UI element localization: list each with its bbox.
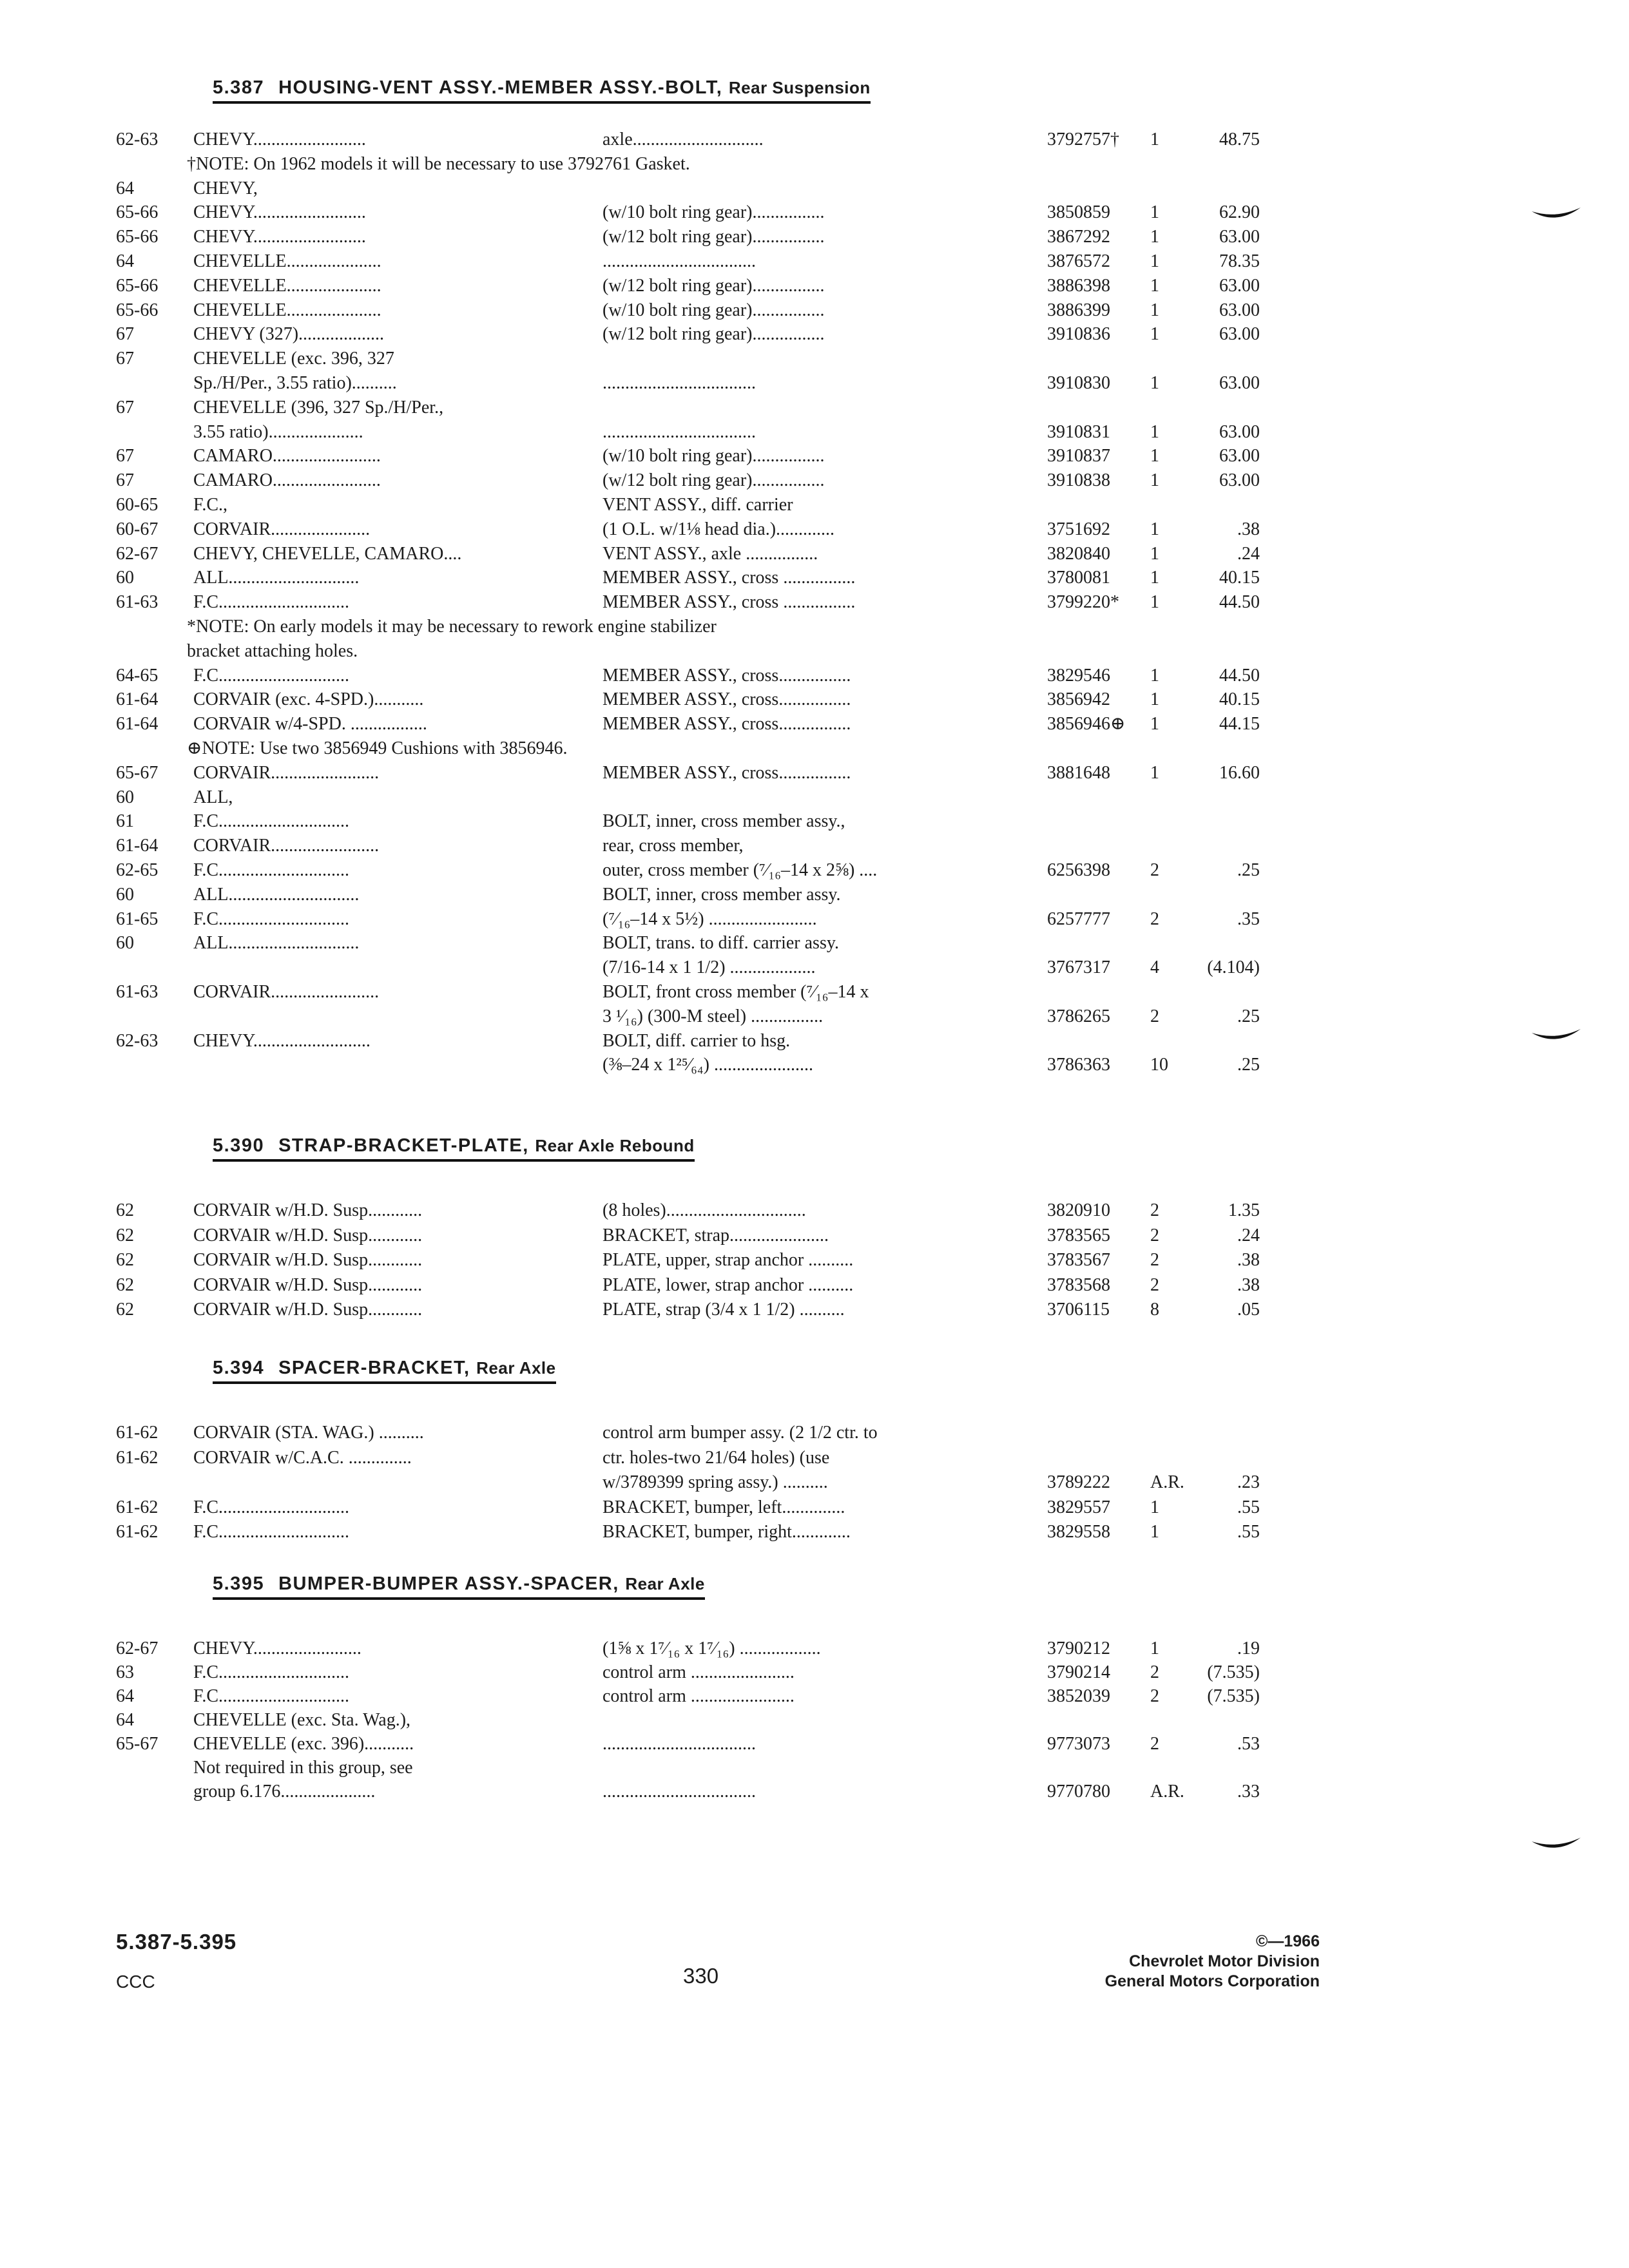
part-number-cell: 3767317 — [1047, 957, 1110, 978]
price-cell: 44.50 — [1219, 592, 1260, 613]
model-cell: ALL............................. — [193, 568, 360, 588]
model-cell: F.C............................. — [193, 908, 350, 929]
price-cell: .55 — [1237, 1497, 1260, 1517]
part-number-cell: 3792757† — [1047, 130, 1119, 149]
part-number-cell: 3876572 — [1047, 251, 1110, 271]
quantity-cell: 2 — [1150, 1662, 1159, 1682]
price-cell: .38 — [1237, 1250, 1260, 1270]
year-cell: 61-65 — [116, 908, 159, 929]
model-cell: CHEVY, — [193, 178, 258, 198]
description-cell: VENT ASSY., diff. carrier — [602, 495, 793, 515]
quantity-cell: 2 — [1150, 860, 1159, 880]
part-number-cell: 3829546 — [1047, 665, 1110, 686]
description-cell: control arm bumper assy. (2 1/2 ctr. to — [602, 1423, 878, 1443]
model-cell: CHEVELLE (exc. 396, 327 — [193, 349, 394, 369]
part-number-cell: 3852039 — [1047, 1686, 1110, 1706]
price-cell: 63.00 — [1219, 421, 1260, 442]
year-cell: 61-62 — [116, 1423, 159, 1443]
model-cell: CORVAIR w/C.A.C. .............. — [193, 1447, 412, 1468]
description-cell: MEMBER ASSY., cross................ — [602, 665, 851, 686]
footer-publisher — [1105, 1932, 1320, 1992]
quantity-cell: 1 — [1150, 568, 1159, 588]
description-cell: BOLT, inner, cross member assy., — [602, 811, 845, 832]
quantity-cell: 1 — [1150, 714, 1159, 735]
model-cell: CHEVY......................... — [193, 130, 366, 149]
part-number-cell: 3790212 — [1047, 1639, 1110, 1658]
model-cell: CHEVELLE..................... — [193, 275, 381, 296]
year-cell: 63 — [116, 1662, 134, 1682]
year-cell: 60 — [116, 568, 134, 588]
quantity-cell: 1 — [1150, 1522, 1159, 1542]
model-cell: CHEVELLE (exc. 396)........... — [193, 1734, 414, 1754]
model-cell: Sp./H/Per., 3.55 ratio).......... — [193, 373, 397, 393]
year-cell: 61-62 — [116, 1522, 159, 1542]
model-cell: CAMARO........................ — [193, 446, 381, 466]
model-cell: F.C............................. — [193, 592, 350, 613]
quantity-cell: 1 — [1150, 470, 1159, 491]
part-number-cell: 3910838 — [1047, 470, 1110, 491]
model-cell: CAMARO........................ — [193, 470, 381, 491]
model-cell: F.C., — [193, 495, 228, 515]
part-number-cell: 3780081 — [1047, 568, 1110, 588]
description-cell: axle............................. — [602, 130, 764, 149]
year-cell: 62 — [116, 1274, 134, 1295]
year-cell: 62 — [116, 1200, 134, 1220]
quantity-cell: 1 — [1150, 227, 1159, 247]
model-cell: CHEVELLE..................... — [193, 251, 381, 271]
year-cell: 64-65 — [116, 665, 159, 686]
price-cell: 63.00 — [1219, 470, 1260, 491]
model-cell: CHEVY......................... — [193, 202, 366, 223]
description-cell: PLATE, strap (3/4 x 1 1/2) .......... — [602, 1300, 845, 1320]
description-cell: .................................. — [602, 1734, 756, 1754]
quantity-cell: 1 — [1150, 130, 1159, 149]
model-cell: CORVAIR w/H.D. Susp............ — [193, 1300, 423, 1320]
price-cell: .33 — [1237, 1782, 1260, 1802]
part-number-cell: 6257777 — [1047, 908, 1110, 929]
description-cell: .................................. — [602, 1782, 756, 1802]
price-cell: 63.00 — [1219, 324, 1260, 345]
part-number-cell: 3751692 — [1047, 519, 1110, 539]
price-cell: 63.00 — [1219, 373, 1260, 393]
part-number-cell: 3867292 — [1047, 227, 1110, 247]
description-cell: MEMBER ASSY., cross................ — [602, 714, 851, 735]
scan-mark-icon — [1530, 1028, 1582, 1047]
section-title — [213, 1134, 695, 1162]
description-cell: 3 ¹⁄₁₆) (300-M steel) ................ — [602, 1006, 824, 1026]
price-cell: 63.00 — [1219, 275, 1260, 296]
description-cell: BRACKET, bumper, right............. — [602, 1522, 851, 1542]
quantity-cell: 4 — [1150, 957, 1159, 978]
model-cell: CORVAIR........................ — [193, 836, 380, 856]
year-cell: 61-62 — [116, 1447, 159, 1468]
price-cell: 63.00 — [1219, 227, 1260, 247]
quantity-cell: 1 — [1150, 324, 1159, 345]
part-number-cell: 9773073 — [1047, 1734, 1110, 1754]
model-cell: CHEVY......................... — [193, 227, 366, 247]
quantity-cell: 2 — [1150, 1200, 1159, 1220]
quantity-cell: 1 — [1150, 300, 1159, 320]
quantity-cell: 2 — [1150, 1006, 1159, 1026]
year-cell: 65-66 — [116, 202, 159, 223]
description-cell: MEMBER ASSY., cross ................ — [602, 568, 856, 588]
description-cell: (1⅝ x 1⁷⁄₁₆ x 1⁷⁄₁₆) .................. — [602, 1639, 821, 1658]
part-number-cell: 3850859 — [1047, 202, 1110, 223]
price-cell: 40.15 — [1219, 689, 1260, 710]
division: Chevrolet Motor Division — [1129, 1952, 1320, 1970]
year-cell: 61-63 — [116, 592, 159, 613]
model-cell: CHEVY (327)................... — [193, 324, 385, 345]
model-cell: F.C............................. — [193, 1522, 350, 1542]
section-title — [213, 76, 871, 104]
part-number-cell: 3790214 — [1047, 1662, 1110, 1682]
part-number-cell: 3799220* — [1047, 592, 1119, 613]
model-cell: CHEVY, CHEVELLE, CAMARO.... — [193, 543, 462, 564]
year-cell: 65-66 — [116, 300, 159, 320]
year-cell: 62 — [116, 1250, 134, 1270]
description-cell: MEMBER ASSY., cross ................ — [602, 592, 856, 613]
corporation: General Motors Corporation — [1104, 1972, 1320, 1990]
year-cell: 61-64 — [116, 836, 159, 856]
year-cell: 67 — [116, 349, 134, 369]
price-cell: .24 — [1237, 1225, 1260, 1245]
description-cell: (w/10 bolt ring gear)................ — [602, 446, 825, 466]
section-heading: HOUSING-VENT ASSY.-MEMBER ASSY.-BOLT, — [278, 77, 729, 98]
year-cell: 60 — [116, 933, 134, 954]
quantity-cell: 2 — [1150, 1225, 1159, 1245]
part-number-cell: 3910830 — [1047, 373, 1110, 393]
model-cell: F.C............................. — [193, 1662, 350, 1682]
description-cell: (w/12 bolt ring gear)................ — [602, 324, 825, 345]
description-cell: (⁷⁄₁₆–14 x 5½) ........................ — [602, 908, 817, 929]
price-cell: .25 — [1237, 860, 1260, 880]
footnote: ⊕NOTE: Use two 3856949 Cushions with 3856946. — [187, 738, 568, 758]
part-number-cell: 3820840 — [1047, 543, 1110, 564]
quantity-cell: 1 — [1150, 251, 1159, 271]
price-cell: 40.15 — [1219, 568, 1260, 588]
year-cell: 65-66 — [116, 275, 159, 296]
price-cell: .38 — [1237, 1274, 1260, 1295]
quantity-cell: 2 — [1150, 1734, 1159, 1754]
price-cell: (7.535) — [1207, 1662, 1260, 1682]
description-cell: .................................. — [602, 251, 756, 271]
description-cell: (w/12 bolt ring gear)................ — [602, 275, 825, 296]
price-cell: 16.60 — [1219, 762, 1260, 783]
year-cell: 67 — [116, 470, 134, 491]
part-number-cell: 3820910 — [1047, 1200, 1110, 1220]
part-number-cell: 3856946⊕ — [1047, 714, 1126, 735]
price-cell: .05 — [1237, 1300, 1260, 1320]
section-number: 5.387 — [213, 77, 265, 98]
price-cell: 48.75 — [1219, 130, 1260, 149]
description-cell: (w/10 bolt ring gear)................ — [602, 300, 825, 320]
description-cell: MEMBER ASSY., cross................ — [602, 689, 851, 710]
model-cell: ALL, — [193, 787, 233, 807]
section-subtitle: Rear Axle — [625, 1574, 705, 1593]
price-cell: (7.535) — [1207, 1686, 1260, 1706]
quantity-cell: A.R. — [1150, 1782, 1184, 1802]
description-cell: (1 O.L. w/1⅛ head dia.)............. — [602, 519, 835, 539]
price-cell: .23 — [1237, 1472, 1260, 1492]
year-cell: 64 — [116, 1710, 134, 1730]
description-cell: .................................. — [602, 421, 756, 442]
part-number-cell: 3910837 — [1047, 446, 1110, 466]
part-number-cell: 3783568 — [1047, 1274, 1110, 1295]
model-cell: ALL............................. — [193, 884, 360, 905]
price-cell: (4.104) — [1207, 957, 1260, 978]
year-cell: 60-67 — [116, 519, 159, 539]
description-cell: PLATE, upper, strap anchor .......... — [602, 1250, 854, 1270]
section-number: 5.390 — [213, 1135, 265, 1156]
description-cell: control arm ....................... — [602, 1686, 795, 1706]
quantity-cell: 1 — [1150, 446, 1159, 466]
description-cell: MEMBER ASSY., cross................ — [602, 762, 851, 783]
model-cell: F.C............................. — [193, 811, 350, 832]
part-number-cell: 3910836 — [1047, 324, 1110, 345]
model-cell: CHEVY........................ — [193, 1639, 361, 1658]
page-number: 330 — [683, 1964, 719, 1988]
description-cell: BRACKET, strap...................... — [602, 1225, 829, 1245]
quantity-cell: 1 — [1150, 421, 1159, 442]
year-cell: 61-64 — [116, 714, 159, 735]
year-cell: 61 — [116, 811, 134, 832]
model-cell: 3.55 ratio)..................... — [193, 421, 363, 442]
section-number: 5.394 — [213, 1358, 265, 1378]
model-cell: CORVAIR...................... — [193, 519, 371, 539]
quantity-cell: 1 — [1150, 1639, 1159, 1658]
section-heading: STRAP-BRACKET-PLATE, — [278, 1135, 535, 1156]
model-cell: CHEVELLE (396, 327 Sp./H/Per., — [193, 397, 444, 418]
year-cell: 67 — [116, 324, 134, 345]
footnote: *NOTE: On early models it may be necessary to rework engine stabilizer — [187, 617, 717, 637]
year-cell: 60 — [116, 884, 134, 905]
year-cell: 62-67 — [116, 1639, 159, 1658]
price-cell: 1.35 — [1228, 1200, 1260, 1220]
description-cell: (7/16-14 x 1 1/2) ................... — [602, 957, 816, 978]
year-cell: 60 — [116, 787, 134, 807]
year-cell: 60-65 — [116, 495, 159, 515]
part-number-cell: 3829557 — [1047, 1497, 1110, 1517]
price-cell: 78.35 — [1219, 251, 1260, 271]
footnote: bracket attaching holes. — [187, 640, 358, 661]
year-cell: 62 — [116, 1225, 134, 1245]
price-cell: 44.50 — [1219, 665, 1260, 686]
part-number-cell: 3881648 — [1047, 762, 1110, 783]
section-subtitle: Rear Axle Rebound — [535, 1136, 695, 1155]
quantity-cell: 1 — [1150, 592, 1159, 613]
footnote: †NOTE: On 1962 models it will be necessary to use 3792761 Gasket. — [187, 153, 690, 174]
model-cell: CORVAIR (exc. 4-SPD.)........... — [193, 689, 424, 710]
description-cell: outer, cross member (⁷⁄₁₆–14 x 2⅝) .... — [602, 860, 878, 880]
year-cell: 61-62 — [116, 1497, 159, 1517]
footer-range: 5.387-5.395 — [116, 1930, 237, 1954]
price-cell: .53 — [1237, 1734, 1260, 1754]
description-cell: rear, cross member, — [602, 836, 744, 856]
year-cell: 64 — [116, 1686, 134, 1706]
part-number-cell: 9770780 — [1047, 1782, 1110, 1802]
model-cell: Not required in this group, see — [193, 1758, 413, 1778]
year-cell: 62-63 — [116, 130, 159, 149]
description-cell: BOLT, trans. to diff. carrier assy. — [602, 933, 840, 954]
year-cell: 65-66 — [116, 227, 159, 247]
price-cell: 63.00 — [1219, 300, 1260, 320]
quantity-cell: 1 — [1150, 202, 1159, 223]
part-number-cell: 3829558 — [1047, 1522, 1110, 1542]
model-cell: F.C............................. — [193, 1497, 350, 1517]
price-cell: 62.90 — [1219, 202, 1260, 223]
quantity-cell: 2 — [1150, 1274, 1159, 1295]
part-number-cell: 3783565 — [1047, 1225, 1110, 1245]
description-cell: VENT ASSY., axle ................ — [602, 543, 818, 564]
year-cell: 62-63 — [116, 1030, 159, 1051]
section-title — [213, 1572, 705, 1600]
price-cell: .25 — [1237, 1055, 1260, 1075]
section-title — [213, 1356, 556, 1384]
price-cell: .38 — [1237, 519, 1260, 539]
footer-code: CCC — [116, 1972, 155, 1992]
part-number-cell: 3886398 — [1047, 275, 1110, 296]
section-heading: BUMPER-BUMPER ASSY.-SPACER, — [278, 1573, 626, 1594]
model-cell: F.C............................. — [193, 665, 350, 686]
price-cell: .24 — [1237, 543, 1260, 564]
description-cell: BOLT, diff. carrier to hsg. — [602, 1030, 791, 1051]
part-number-cell: 6256398 — [1047, 860, 1110, 880]
year-cell: 61-64 — [116, 689, 159, 710]
description-cell: .................................. — [602, 373, 756, 393]
description-cell: (w/12 bolt ring gear)................ — [602, 470, 825, 491]
quantity-cell: 2 — [1150, 908, 1159, 929]
part-number-cell: 3886399 — [1047, 300, 1110, 320]
quantity-cell: 1 — [1150, 543, 1159, 564]
year-cell: 67 — [116, 397, 134, 418]
price-cell: 63.00 — [1219, 446, 1260, 466]
quantity-cell: 1 — [1150, 519, 1159, 539]
model-cell: CHEVY.......................... — [193, 1030, 371, 1051]
year-cell: 62 — [116, 1300, 134, 1320]
year-cell: 65-67 — [116, 762, 159, 783]
part-number-cell: 3783567 — [1047, 1250, 1110, 1270]
year-cell: 64 — [116, 251, 134, 271]
section-heading: SPACER-BRACKET, — [278, 1358, 477, 1378]
year-cell: 64 — [116, 178, 134, 198]
year-cell: 61-63 — [116, 982, 159, 1002]
model-cell: CORVAIR (STA. WAG.) .......... — [193, 1423, 424, 1443]
quantity-cell: 1 — [1150, 665, 1159, 686]
model-cell: CORVAIR........................ — [193, 762, 380, 783]
quantity-cell: A.R. — [1150, 1472, 1184, 1492]
scan-mark-icon — [1530, 1836, 1582, 1856]
description-cell: (8 holes)............................... — [602, 1200, 806, 1220]
description-cell: (w/10 bolt ring gear)................ — [602, 202, 825, 223]
description-cell: w/3789399 spring assy.) .......... — [602, 1472, 828, 1492]
price-cell: .25 — [1237, 1006, 1260, 1026]
description-cell: control arm ....................... — [602, 1662, 795, 1682]
model-cell: CORVAIR w/H.D. Susp............ — [193, 1200, 423, 1220]
part-number-cell: 3910831 — [1047, 421, 1110, 442]
model-cell: F.C............................. — [193, 860, 350, 880]
quantity-cell: 2 — [1150, 1686, 1159, 1706]
model-cell: CHEVELLE (exc. Sta. Wag.), — [193, 1710, 411, 1730]
quantity-cell: 10 — [1150, 1055, 1168, 1075]
price-cell: 44.15 — [1219, 714, 1260, 735]
model-cell: F.C............................. — [193, 1686, 350, 1706]
quantity-cell: 1 — [1150, 1497, 1159, 1517]
model-cell: CORVAIR w/H.D. Susp............ — [193, 1274, 423, 1295]
description-cell: BOLT, inner, cross member assy. — [602, 884, 841, 905]
model-cell: CORVAIR w/H.D. Susp............ — [193, 1225, 423, 1245]
part-number-cell: 3786363 — [1047, 1055, 1110, 1075]
quantity-cell: 1 — [1150, 373, 1159, 393]
description-cell: BOLT, front cross member (⁷⁄₁₆–14 x — [602, 982, 869, 1002]
section-subtitle: Rear Suspension — [728, 78, 871, 97]
description-cell: BRACKET, bumper, left.............. — [602, 1497, 845, 1517]
quantity-cell: 1 — [1150, 275, 1159, 296]
quantity-cell: 1 — [1150, 689, 1159, 710]
year-cell: 65-67 — [116, 1734, 159, 1754]
price-cell: .19 — [1237, 1639, 1260, 1658]
model-cell: group 6.176..................... — [193, 1782, 376, 1802]
price-cell: .55 — [1237, 1522, 1260, 1542]
model-cell: CORVAIR........................ — [193, 982, 380, 1002]
model-cell: CHEVELLE..................... — [193, 300, 381, 320]
year-cell: 62-65 — [116, 860, 159, 880]
model-cell: CORVAIR w/4-SPD. ................. — [193, 714, 427, 735]
part-number-cell: 3856942 — [1047, 689, 1110, 710]
year-cell: 67 — [116, 446, 134, 466]
model-cell: ALL............................. — [193, 933, 360, 954]
part-number-cell: 3789222 — [1047, 1472, 1110, 1492]
quantity-cell: 8 — [1150, 1300, 1159, 1320]
section-subtitle: Rear Axle — [476, 1358, 556, 1378]
description-cell: PLATE, lower, strap anchor .......... — [602, 1274, 854, 1295]
quantity-cell: 1 — [1150, 762, 1159, 783]
copyright: ©—1966 — [1255, 1932, 1320, 1950]
part-number-cell: 3786265 — [1047, 1006, 1110, 1026]
part-number-cell: 3706115 — [1047, 1300, 1110, 1320]
price-cell: .35 — [1237, 908, 1260, 929]
year-cell: 62-67 — [116, 543, 159, 564]
description-cell: ctr. holes-two 21/64 holes) (use — [602, 1447, 830, 1468]
scan-mark-icon — [1530, 206, 1582, 226]
description-cell: (w/12 bolt ring gear)................ — [602, 227, 825, 247]
description-cell: (⅜–24 x 1²⁵⁄₆₄) ...................... — [602, 1055, 814, 1075]
quantity-cell: 2 — [1150, 1250, 1159, 1270]
model-cell: CORVAIR w/H.D. Susp............ — [193, 1250, 423, 1270]
section-number: 5.395 — [213, 1573, 265, 1594]
